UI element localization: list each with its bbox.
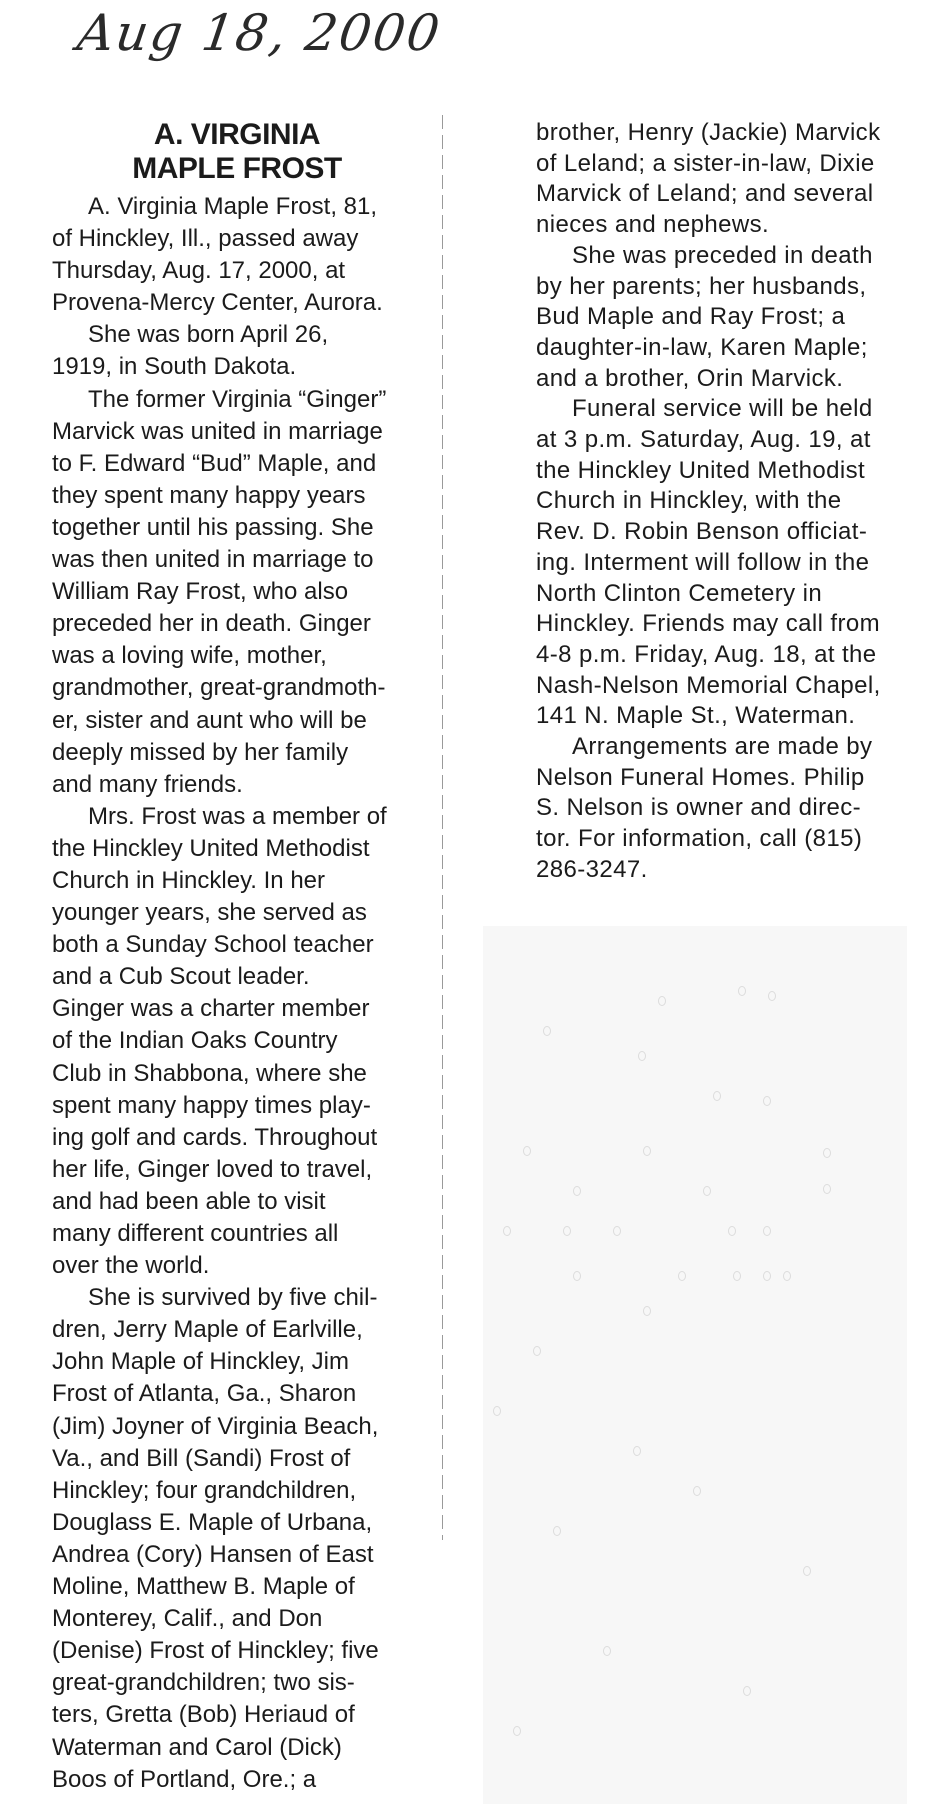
scan-speck [543, 1026, 551, 1036]
text-line: 286-3247. [536, 855, 648, 883]
text-line: and many friends. [52, 770, 243, 798]
text-line: preceded her in death. Ginger [52, 610, 371, 638]
paragraph [536, 394, 881, 732]
text-line: by her parents; her husbands, [536, 272, 867, 300]
scan-speck [563, 1226, 571, 1236]
scan-speck [763, 1226, 771, 1236]
text-line: at 3 p.m. Saturday, Aug. 19, at [536, 426, 871, 454]
scan-speck [703, 1186, 711, 1196]
text-line: John Maple of Hinckley, Jim [52, 1348, 349, 1376]
scan-speck [603, 1646, 611, 1656]
text-line: together until his passing. She [52, 513, 374, 541]
text-line: spent many happy times play- [52, 1091, 371, 1119]
scan-speck [823, 1148, 831, 1158]
headline-line: A. VIRGINIA [153, 118, 321, 151]
text-line: Marvick was united in marriage [52, 417, 383, 445]
text-line: grandmother, great-grandmoth- [52, 674, 386, 702]
paragraph [536, 118, 881, 241]
text-line: Provena-Mercy Center, Aurora. [52, 289, 383, 317]
text-line: A. Virginia Maple Frost, 81, [88, 193, 378, 220]
text-line: and a Cub Scout leader. [52, 963, 310, 991]
paragraph [52, 801, 387, 1282]
text-line: ing golf and cards. Throughout [52, 1123, 378, 1151]
text-line: tor. For information, call (815) [536, 825, 863, 853]
text-line: She was preceded in death [572, 241, 873, 269]
paragraph [536, 241, 881, 395]
scan-speck [643, 1306, 651, 1316]
text-line: to F. Edward “Bud” Maple, and [52, 449, 377, 477]
text-line: they spent many happy years [52, 481, 366, 509]
text-line: (Denise) Frost of Hinckley; five [52, 1637, 379, 1665]
text-line: Va., and Bill (Sandi) Frost of [52, 1444, 351, 1472]
text-line: Mrs. Frost was a member of [88, 802, 387, 830]
text-line: (Jim) Joyner of Virginia Beach, [52, 1412, 379, 1440]
text-line: her life, Ginger loved to travel, [52, 1155, 373, 1183]
paragraph [52, 1282, 387, 1796]
text-line: Church in Hinckley. In her [52, 866, 325, 894]
headline-line: MAPLE FROST [132, 152, 342, 185]
text-line: over the world. [52, 1252, 210, 1280]
text-line: Arrangements are made by [572, 733, 873, 761]
scan-speck [638, 1051, 646, 1061]
text-line: Marvick of Leland; and several [536, 180, 874, 208]
blank-scan-area [483, 926, 907, 1804]
column-divider [442, 115, 443, 1540]
text-line: Church in Hinckley, with the [536, 487, 842, 515]
text-line: of Leland; a sister-in-law, Dixie [536, 149, 875, 177]
scan-speck [523, 1146, 531, 1156]
scan-speck [803, 1566, 811, 1576]
paragraph [536, 732, 881, 886]
scan-speck [503, 1226, 511, 1236]
text-line: S. Nelson is owner and direc- [536, 794, 862, 822]
text-line: both a Sunday School teacher [52, 931, 374, 959]
text-line: Andrea (Cory) Hansen of East [52, 1540, 374, 1568]
scan-speck [633, 1446, 641, 1456]
text-line: er, sister and aunt who will be [52, 706, 367, 734]
text-line: William Ray Frost, who also [52, 578, 349, 606]
text-line: and a brother, Orin Marvick. [536, 364, 844, 392]
text-line: 1919, in South Dakota. [52, 353, 297, 381]
scan-speck [533, 1346, 541, 1356]
text-line: brother, Henry (Jackie) Marvick [536, 119, 881, 146]
scan-speck [553, 1526, 561, 1536]
text-line: of the Indian Oaks Country [52, 1027, 338, 1055]
text-line: Ginger was a charter member [52, 995, 370, 1023]
text-line: Club in Shabbona, where she [52, 1059, 367, 1087]
text-line: 4-8 p.m. Friday, Aug. 18, at the [536, 640, 877, 668]
scan-speck [738, 986, 746, 996]
scan-speck [728, 1226, 736, 1236]
text-line: the Hinckley United Methodist [536, 456, 866, 484]
text-line: younger years, she served as [52, 899, 367, 927]
scan-speck [743, 1686, 751, 1696]
handwritten-date: Aug 18, 2000 [73, 4, 445, 62]
scan-speck [763, 1096, 771, 1106]
scan-speck [768, 991, 776, 1001]
text-line: She was born April 26, [88, 321, 329, 349]
right-text-column [536, 118, 881, 886]
scan-speck [823, 1184, 831, 1194]
text-line: Douglass E. Maple of Urbana, [52, 1508, 373, 1536]
scan-speck [713, 1091, 721, 1101]
text-line: Thursday, Aug. 17, 2000, at [52, 257, 346, 285]
text-line: Bud Maple and Ray Frost; a [536, 303, 846, 331]
text-line: nieces and nephews. [536, 211, 770, 239]
text-line: and had been able to visit [52, 1187, 326, 1215]
text-line: daughter-in-law, Karen Maple; [536, 333, 868, 361]
text-line: many different countries all [52, 1220, 339, 1247]
text-line: the Hinckley United Methodist [52, 834, 370, 862]
text-line: She is survived by five chil- [88, 1284, 378, 1312]
text-line: Boos of Portland, Ore.; a [52, 1765, 317, 1793]
scan-speck [493, 1406, 501, 1416]
text-line: Monterey, Calif., and Don [52, 1605, 323, 1633]
text-line: deeply missed by her family [52, 738, 349, 766]
left-text-column [52, 191, 387, 1796]
scan-speck [733, 1271, 741, 1281]
scan-speck [783, 1271, 791, 1281]
paragraph [52, 384, 387, 801]
text-line: Funeral service will be held [572, 395, 873, 423]
scan-speck [693, 1486, 701, 1496]
text-line: Nelson Funeral Homes. Philip [536, 763, 865, 791]
scan-speck [613, 1226, 621, 1236]
text-line: dren, Jerry Maple of Earlville, [52, 1316, 363, 1344]
text-line: 141 N. Maple St., Waterman. [536, 702, 856, 730]
paragraph [52, 191, 387, 319]
scan-speck [513, 1726, 521, 1736]
scan-speck [573, 1186, 581, 1196]
text-line: Nash-Nelson Memorial Chapel, [536, 671, 881, 699]
scan-speck [658, 996, 666, 1006]
text-line: was then united in marriage to [52, 546, 374, 574]
text-line: Moline, Matthew B. Maple of [52, 1573, 355, 1601]
text-line: great-grandchildren; two sis- [52, 1669, 355, 1697]
paragraph [52, 319, 387, 383]
text-line: Waterman and Carol (Dick) [52, 1733, 342, 1761]
scan-speck [573, 1271, 581, 1281]
text-line: of Hinckley, Ill., passed away [52, 225, 359, 253]
text-line: Hinckley; four grandchildren, [52, 1476, 357, 1504]
text-line: Hinckley. Friends may call from [536, 610, 881, 638]
scan-speck [763, 1271, 771, 1281]
text-line: The former Virginia “Ginger” [88, 385, 387, 413]
text-line: ing. Interment will follow in the [536, 548, 870, 576]
text-line: Rev. D. Robin Benson officiat- [536, 518, 868, 546]
text-line: was a loving wife, mother, [52, 642, 327, 670]
text-line: North Clinton Cemetery in [536, 579, 823, 607]
text-line: ters, Gretta (Bob) Heriaud of [52, 1701, 355, 1729]
scan-speck [678, 1271, 686, 1281]
obituary-headline [52, 118, 422, 186]
text-line: Frost of Atlanta, Ga., Sharon [52, 1380, 357, 1408]
scan-speck [643, 1146, 651, 1156]
